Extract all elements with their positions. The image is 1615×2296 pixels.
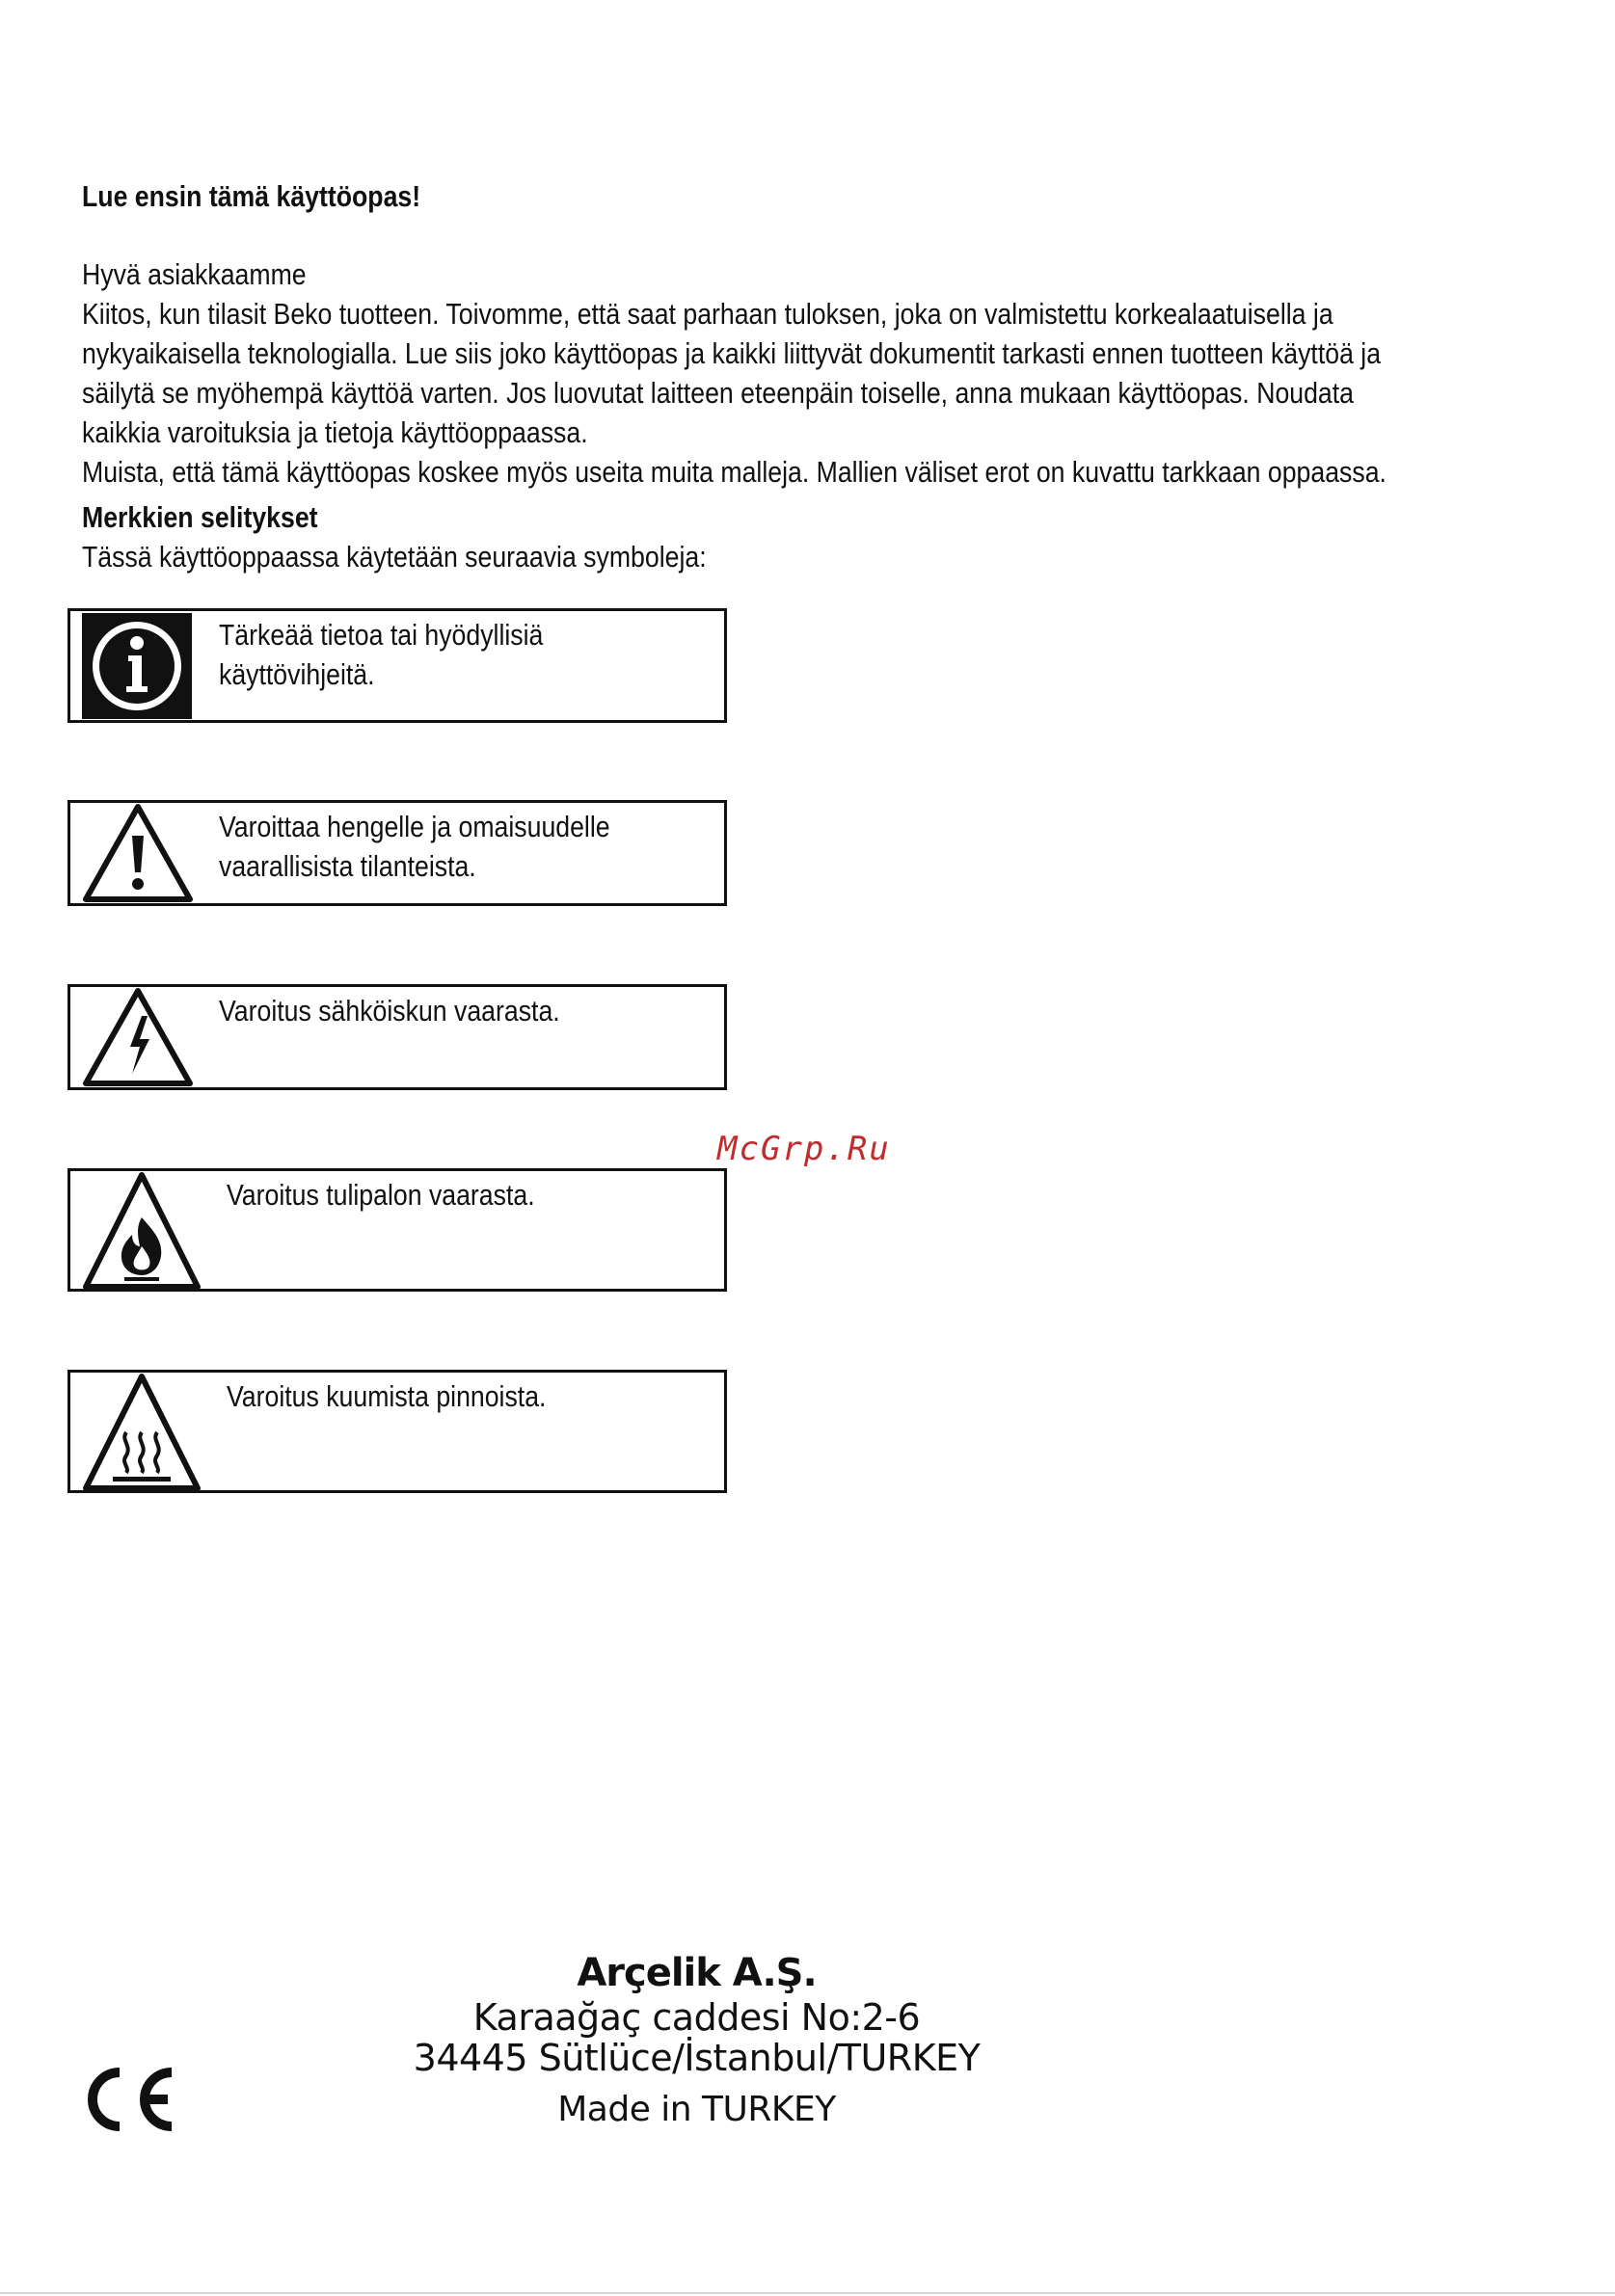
symbols-heading: Merkkien selitykset xyxy=(82,500,318,534)
intro-line: Muista, että tämä käyttöopas koskee myös useita muita malleja. Mallien väliset erot on kuvattu tarkkaan oppaassa. xyxy=(82,455,1386,489)
intro-line: nykyaikaisella teknologialla. Lue siis joko käyttöopas ja kaikki liittyvät dokumentit tarkasti ennen tuotteen käyttöä ja xyxy=(82,336,1382,370)
hot-surface-warning-icon xyxy=(82,1373,202,1497)
symbol-line: Varoitus tulipalon vaarasta. xyxy=(227,1178,535,1212)
intro-line: säilytä se myöhempä käyttöä varten. Jos luovutat laitteen eteenpäin toiselle, anna mukaan käyttöopas. Noudata xyxy=(82,376,1354,410)
company-address-line: Karaağaç caddesi No:2-6 xyxy=(472,1996,921,2039)
exclamation-warning-icon xyxy=(82,803,194,908)
symbol-line: Tärkeää tietoa tai hyödyllisiä xyxy=(219,618,544,652)
symbol-box-info xyxy=(67,608,727,723)
symbol-text-fire xyxy=(227,1175,724,1215)
symbol-box-electric xyxy=(67,984,727,1090)
intro-text xyxy=(82,254,1441,492)
fire-warning-icon xyxy=(82,1171,202,1295)
symbol-line: Varoitus kuumista pinnoista. xyxy=(227,1379,547,1413)
info-icon xyxy=(82,613,192,724)
symbol-text-info xyxy=(219,615,716,694)
watermark: McGrp.Ru xyxy=(717,1130,891,1168)
bottom-divider xyxy=(0,2292,1615,2294)
symbol-box-hot xyxy=(67,1370,727,1493)
electric-shock-warning-icon xyxy=(82,987,194,1092)
symbol-box-fire xyxy=(67,1168,727,1292)
symbols-intro: Tässä käyttöoppaassa käytetään seuraavia symboleja: xyxy=(82,540,707,574)
page-heading: Lue ensin tämä käyttöopas! xyxy=(82,179,421,213)
intro-line: kaikkia varoituksia ja tietoja käyttöoppaassa. xyxy=(82,415,588,449)
company-address-block xyxy=(0,1949,1393,2132)
symbol-text-hot xyxy=(227,1376,724,1416)
company-address-line: 34445 Sütlüce/İstanbul/TURKEY xyxy=(413,2037,981,2079)
symbol-box-danger xyxy=(67,800,727,906)
intro-line: Kiitos, kun tilasit Beko tuotteen. Toivomme, että saat parhaan tuloksen, joka on valmistettu korkealaatuisella ja xyxy=(82,297,1333,331)
intro-line: Hyvä asiakkaamme xyxy=(82,257,307,291)
symbol-text-electric xyxy=(219,991,716,1030)
made-in-label: Made in TURKEY xyxy=(557,2090,836,2129)
company-name: Arçelik A.Ş. xyxy=(577,1951,817,1995)
symbol-text-danger xyxy=(219,807,716,886)
ce-mark-icon xyxy=(77,2065,177,2139)
symbol-line: Varoittaa hengelle ja omaisuudelle xyxy=(219,810,610,843)
symbol-line: Varoitus sähköiskun vaarasta. xyxy=(219,994,560,1028)
symbol-line: vaarallisista tilanteista. xyxy=(219,849,476,883)
symbol-line: käyttövihjeitä. xyxy=(219,657,375,691)
